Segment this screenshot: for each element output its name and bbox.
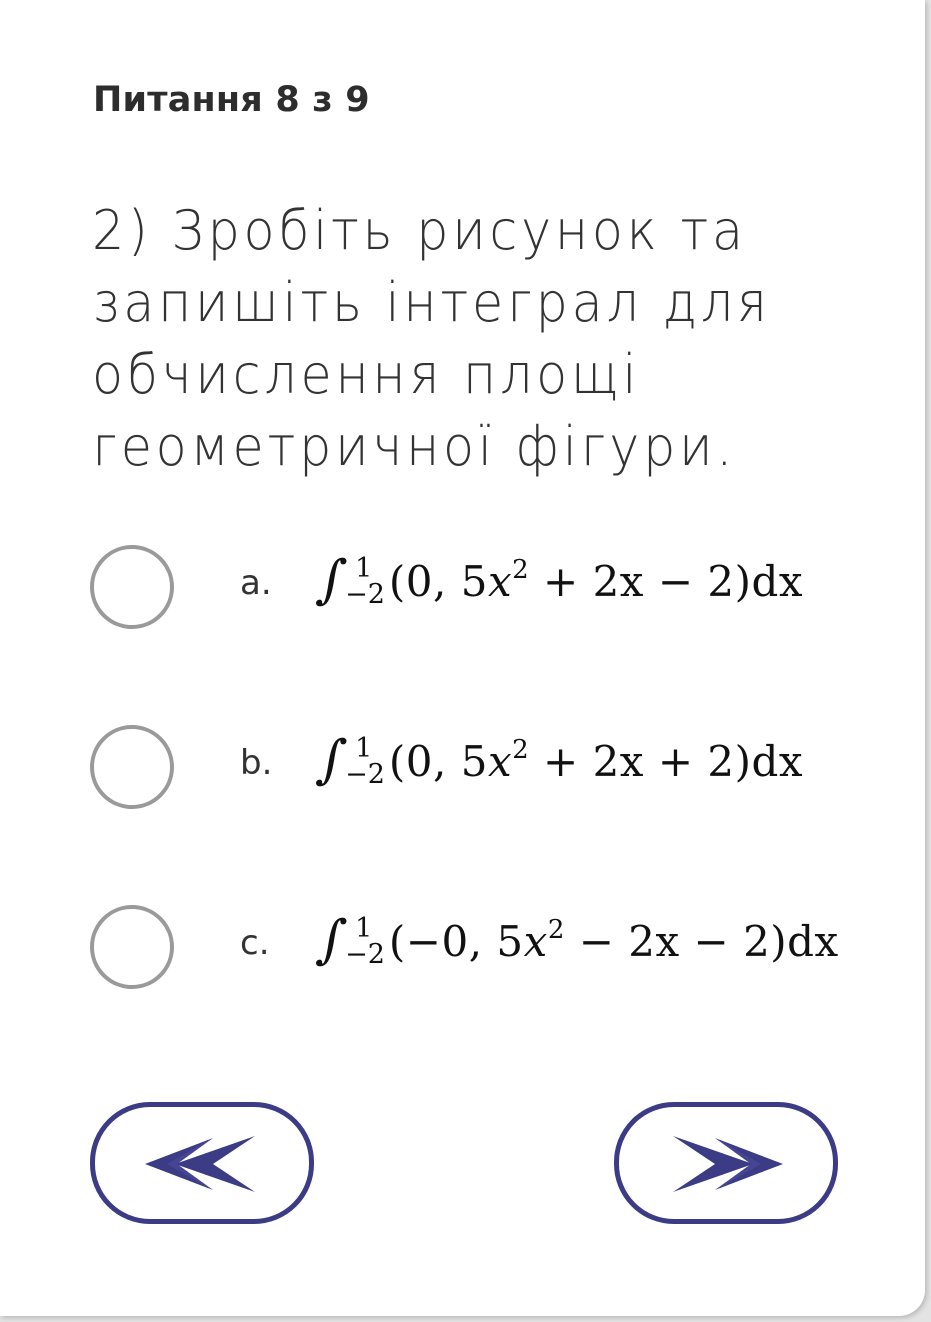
integral-formula xyxy=(313,550,804,610)
radio-button[interactable] xyxy=(90,905,174,989)
exponent: 2 xyxy=(547,914,565,945)
answer-option-c[interactable] xyxy=(90,905,890,995)
integral-limits xyxy=(345,733,385,790)
option-letter: a. xyxy=(240,563,272,603)
upper-limit: 1 xyxy=(355,733,373,764)
radio-button[interactable] xyxy=(90,725,174,809)
integral-limits xyxy=(345,553,385,610)
integral-formula xyxy=(313,730,804,790)
answer-option-b[interactable] xyxy=(90,725,890,815)
upper-limit: 1 xyxy=(355,913,373,944)
integral-formula xyxy=(313,910,839,970)
lower-limit: −2 xyxy=(345,759,385,790)
next-question-button[interactable] xyxy=(614,1102,838,1224)
question-counter: Питання 8 з 9 xyxy=(93,80,370,120)
integrand-suffix: + 2x − 2)dx xyxy=(529,556,804,606)
variable: x xyxy=(487,556,513,606)
variable: x xyxy=(523,916,548,966)
lower-limit: −2 xyxy=(345,939,385,970)
integrand xyxy=(389,555,803,606)
integral-sign-icon: ∫ xyxy=(313,730,350,790)
answer-option-a[interactable] xyxy=(90,545,890,635)
question-text: 2) Зробіть рисунок та запишіть інтеграл для обчислення площі геометричної фігури. xyxy=(92,199,771,478)
integral-limits xyxy=(345,913,385,970)
option-letter: c. xyxy=(240,923,270,963)
double-chevron-left-icon xyxy=(95,1107,309,1219)
integrand xyxy=(389,735,803,786)
option-letter: b. xyxy=(240,743,273,783)
radio-button[interactable] xyxy=(90,545,174,629)
integrand-prefix: (0, 5 xyxy=(388,736,488,786)
integrand xyxy=(389,915,839,966)
integrand-suffix: − 2x − 2)dx xyxy=(564,916,839,966)
double-chevron-right-icon xyxy=(619,1107,833,1219)
integral-sign-icon: ∫ xyxy=(313,550,350,610)
upper-limit: 1 xyxy=(355,553,373,584)
integrand-suffix: + 2x + 2)dx xyxy=(529,736,804,786)
lower-limit: −2 xyxy=(345,579,385,610)
integral-sign-icon: ∫ xyxy=(313,910,350,970)
previous-question-button[interactable] xyxy=(90,1102,314,1224)
exponent: 2 xyxy=(512,554,530,585)
exponent: 2 xyxy=(512,734,530,765)
integrand-prefix: (−0, 5 xyxy=(388,916,524,966)
integrand-prefix: (0, 5 xyxy=(388,556,488,606)
variable: x xyxy=(487,736,513,786)
